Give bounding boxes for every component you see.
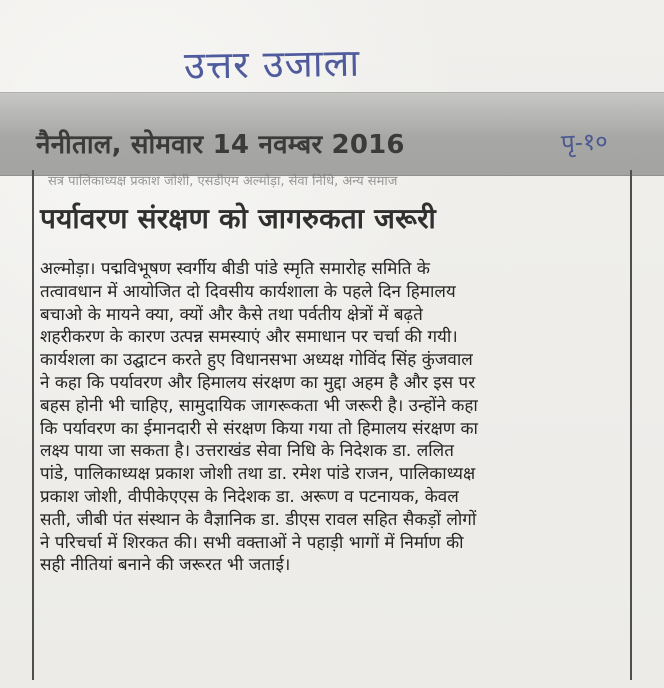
article-body bbox=[40, 258, 624, 670]
article-line: ने परिचर्चा में शिरकत की। सभी वक्ताओं ने पहाड़ी भागों में निर्माण की bbox=[40, 532, 464, 553]
article-line: कार्यशला का उद्घाटन करते हुए विधानसभा अध्यक्ष गोविंद सिंह कुंजवाल bbox=[40, 350, 473, 371]
article-line: तत्वावधान में आयोजित दो दिवसीय कार्यशाला के पहले दिन हिमालय bbox=[40, 281, 456, 302]
article-line: लक्ष्य पाया जा सकता है। उत्तराखंड सेवा निधि के निदेशक डा. ललित bbox=[40, 441, 454, 462]
article-line: बहस होनी भी चाहिए, सामुदायिक जागरूकता भी जरूरी है। उन्होंने कहा bbox=[40, 395, 478, 416]
article-line: पांडे, पालिकाध्यक्ष प्रकाश जोशी तथा डा. रमेश पांडे राजन, पालिकाध्यक्ष bbox=[40, 464, 476, 485]
article-line: ने कहा कि पर्यावरण और हिमालय संरक्षण का मुद्दा अहम है और इस पर bbox=[40, 372, 476, 393]
article-headline: पर्यावरण संरक्षण को जागरुकता जरूरी bbox=[40, 202, 436, 235]
article-line: सती, जीबी पंत संस्थान के वैज्ञानिक डा. डीएस रावल सहित सैकड़ों लोगों bbox=[40, 509, 477, 530]
article-line: अल्मोड़ा। पद्मविभूषण स्वर्गीय बीडी पांडे स्मृति समारोह समिति के bbox=[40, 259, 430, 279]
handwritten-page-note: पृ-१० bbox=[560, 126, 609, 158]
article-line: बचाओ के मायने क्या, क्यों और कैसे तथा पर्वतीय क्षेत्रों में बढ़ते bbox=[40, 304, 423, 325]
article-line: शहरीकरण के कारण उत्पन्न समस्याएं और समाधान पर चर्चा की गयी। bbox=[40, 327, 458, 348]
article-line: सही नीतियां बनाने की जरूरत भी जताई। bbox=[40, 555, 291, 576]
article-line: कि पर्यावरण का ईमानदारी से संरक्षण किया गया तो हिमालय संरक्षण का bbox=[40, 418, 478, 439]
masthead-date-line: नैनीताल, सोमवार 14 नवम्बर 2016 bbox=[36, 130, 405, 160]
handwritten-newspaper-name: उत्तर उजाला bbox=[183, 40, 361, 88]
article-line: प्रकाश जोशी, वीपीकेएएस के निदेशक डा. अरूण व पटनायक, केवल bbox=[40, 486, 459, 507]
cut-off-top-text: सत्र पालिकाध्यक्ष प्रकाश जोशी, एसडीएम अल्मोड़ा, सेवा निधि, अन्य समाज bbox=[48, 174, 398, 189]
